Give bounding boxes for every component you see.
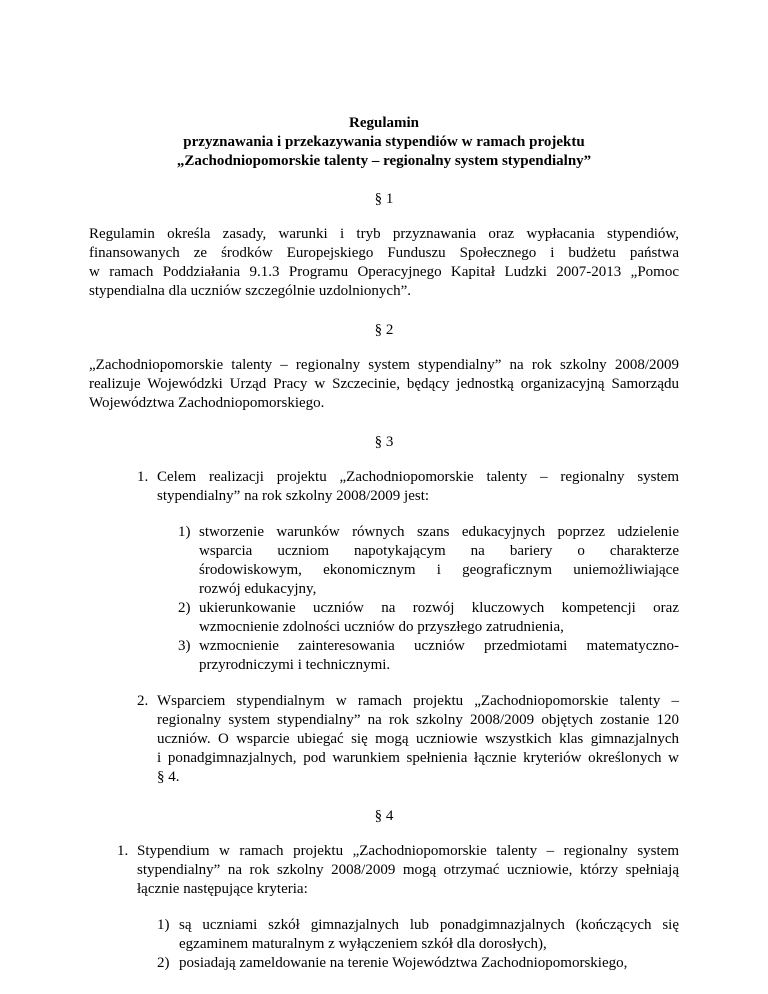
list-number: 1) [157, 917, 170, 933]
text-line: stypendialny” na rok szkolny 2008/2009 jest: [157, 488, 430, 504]
section-2-text [89, 356, 679, 413]
sublist [89, 916, 679, 973]
list-item [89, 842, 679, 899]
text-line: wzmocnienie zdolności uczniów do przyszłego zatrudnienia, [199, 619, 564, 635]
text-line: stworzenie warunków równych szans edukacyjnych poprzez udzielenie [199, 524, 679, 540]
section-mark-3: § 3 [374, 434, 394, 450]
text-line: ukierunkowanie uczniów na rozwój kluczowych kompetencji oraz [199, 600, 679, 616]
text-line: wsparcia uczniom napotykającym na bariery o charakterze [199, 543, 679, 559]
text-line: w ramach Poddziałania 9.1.3 Programu Operacyjnego Kapitał Ludzki 2007-2013 „Pomoc [89, 264, 679, 280]
list-item [89, 468, 679, 506]
list-item [89, 692, 679, 787]
text-line: finansowanych ze środków Europejskiego Funduszu Społecznego i budżetu państwa [89, 245, 679, 261]
text-line: rozwój edukacyjny, [199, 581, 317, 597]
sub-list-item [89, 599, 679, 637]
section-mark-2: § 2 [374, 322, 394, 338]
section-1-text [89, 225, 679, 301]
list-number: 3) [178, 638, 191, 654]
list-number: 1. [137, 469, 149, 485]
text-line: wzmocnienie zainteresowania uczniów przedmiotami matematyczno- [199, 638, 679, 654]
text-line: łącznie następujące kryteria: [137, 881, 308, 897]
project-name: „Zachodniopomorskie talenty – regionalny system stypendialny” [176, 153, 592, 169]
text-line: Wsparciem stypendialnym w ramach projektu „Zachodniopomorskie talenty – [157, 693, 679, 709]
text-line: posiadają zameldowanie na terenie Województwa Zachodniopomorskiego, [179, 955, 628, 971]
text-line: uczniów. O wsparcie ubiegać się mogą uczniowie wszystkich klas gimnazjalnych [157, 731, 679, 747]
section-3-list [89, 468, 679, 787]
text-line: „Zachodniopomorskie talenty – regionalny system stypendialny” na rok szkolny 2008/2009 [89, 357, 679, 373]
text-line: Województwa Zachodniopomorskiego. [89, 395, 325, 411]
sub-list-item [89, 954, 679, 973]
list-number: 2. [137, 693, 149, 709]
text-line: realizuje Wojewódzki Urząd Pracy w Szczecinie, będący jednostką organizacyjną Samorządu [89, 376, 679, 392]
spacer [89, 675, 679, 692]
text-line: Stypendium w ramach projektu „Zachodniopomorskie talenty – regionalny system [137, 843, 679, 859]
sublist [89, 523, 679, 675]
text-line: przyrodniczymi i technicznymi. [199, 657, 391, 673]
text-line: są uczniami szkół gimnazjalnych lub ponadgimnazjalnych (kończących się [179, 917, 679, 933]
list-number: 2) [157, 955, 170, 971]
text-line: stypendialna dla uczniów szczególnie uzdolnionych”. [89, 283, 411, 299]
document-title: Regulamin [348, 115, 419, 131]
text-line: § 4. [157, 769, 180, 785]
text-line: Celem realizacji projektu „Zachodniopomorskie talenty – regionalny system [157, 469, 679, 485]
text-line: regionalny system stypendialny” na rok szkolny 2008/2009 objętych zostanie 120 [157, 712, 679, 728]
sub-list-item [89, 637, 679, 675]
section-4-list [89, 842, 679, 973]
document-page [89, 114, 679, 973]
text-line: Regulamin określa zasady, warunki i tryb przyznawania oraz wypłacania stypendiów, [89, 226, 679, 242]
sub-list-item [89, 916, 679, 954]
list-number: 1) [178, 524, 191, 540]
text-line: środowiskowym, ekonomicznym i geograficznym uniemożliwiające [199, 562, 679, 578]
list-number: 2) [178, 600, 191, 616]
document-subtitle: przyznawania i przekazywania stypendiów w ramach projektu [183, 134, 585, 150]
sub-list-item [89, 523, 679, 599]
list-number: 1. [117, 843, 129, 859]
text-line: egzaminem maturalnym z wyłączeniem szkół dla dorosłych), [179, 936, 547, 952]
section-mark-1: § 1 [374, 191, 394, 207]
section-mark-4: § 4 [374, 808, 394, 824]
text-line: stypendialny” na rok szkolny 2008/2009 mogą otrzymać uczniowie, którzy spełniają [137, 862, 679, 878]
text-line: i ponadgimnazjalnych, pod warunkiem spełnienia łącznie kryteriów określonych w [157, 750, 679, 766]
